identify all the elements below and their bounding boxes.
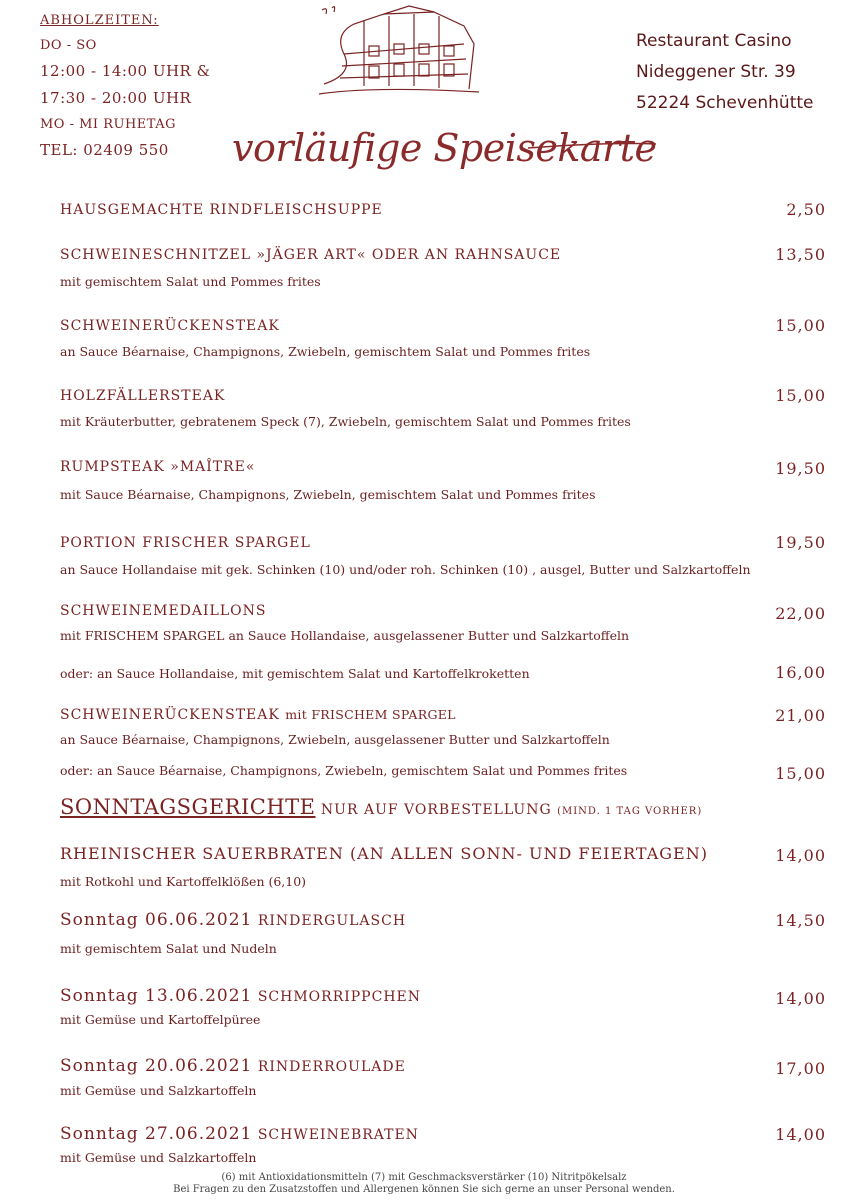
item-name: SCHWEINESCHNITZEL »JÄGER ART« ODER AN RAHNSAUCE — [60, 247, 562, 263]
item-desc: an Sauce Béarnaise, Champignons, Zwiebeln, gemischtem Salat und Pommes frites — [60, 344, 591, 359]
sunday-item-title — [60, 986, 421, 1006]
hours-phone: TEL: 02409 550 — [40, 141, 169, 159]
item-desc: mit Gemüse und Salzkartoffeln — [60, 1150, 257, 1165]
restaurant-street: Nideggener Str. 39 — [636, 62, 796, 82]
hours-closed: MO - MI RUHETAG — [40, 117, 177, 132]
item-name: RHEINISCHER SAUERBRATEN (AN ALLEN SONN- UND FEIERTAGEN) — [60, 844, 708, 863]
restaurant-building-logo — [314, 4, 484, 100]
hours-days: DO - SO — [40, 38, 97, 53]
sunday-note: (MIND. 1 TAG VORHER) — [557, 806, 703, 817]
allergen-footer — [0, 1172, 848, 1196]
item-price: 14,50 — [775, 911, 826, 930]
item-desc: oder: an Sauce Béarnaise, Champignons, Zwiebeln, gemischtem Salat und Pommes frites — [60, 763, 628, 778]
item-name-suffix: mit FRISCHEM SPARGEL — [285, 707, 456, 722]
item-price: 15,00 — [775, 386, 826, 405]
item-price: 14,00 — [775, 1125, 826, 1144]
item-price: 14,00 — [775, 989, 826, 1008]
restaurant-address — [636, 26, 814, 119]
item-name-main: SCHWEINERÜCKENSTEAK — [60, 707, 280, 723]
item-name: SCHWEINERÜCKENSTEAK — [60, 318, 280, 334]
sunday-date: Sonntag 06.06.2021 — [60, 910, 253, 930]
item-name: SCHWEINEMEDAILLONS — [60, 603, 267, 619]
item-desc: mit gemischtem Salat und Pommes frites — [60, 274, 321, 289]
item-price: 17,00 — [775, 1059, 826, 1078]
sunday-dish: SCHWEINEBRATEN — [257, 1127, 419, 1143]
item-desc: mit FRISCHEM SPARGEL an Sauce Hollandaise, ausgelassener Butter und Salzkartoffeln — [60, 628, 630, 643]
hours-time-1: 12:00 - 14:00 UHR & — [40, 62, 211, 80]
item-price: 13,50 — [775, 245, 826, 264]
pickup-hours — [40, 14, 210, 158]
sunday-item-title — [60, 910, 406, 930]
item-price: 15,00 — [775, 316, 826, 335]
item-price: 22,00 — [775, 604, 826, 623]
item-price: 19,50 — [775, 533, 826, 552]
item-name: PORTION FRISCHER SPARGEL — [60, 535, 311, 551]
item-price: 15,00 — [775, 764, 826, 783]
item-desc: an Sauce Béarnaise, Champignons, Zwiebeln, ausgelassener Butter und Salzkartoffeln — [60, 732, 610, 747]
item-name: HAUSGEMACHTE RINDFLEISCHSUPPE — [60, 202, 383, 218]
item-desc: mit Gemüse und Kartoffelpüree — [60, 1012, 261, 1027]
item-desc: oder: an Sauce Hollandaise, mit gemischtem Salat und Kartoffelkroketten — [60, 666, 530, 681]
item-price: 16,00 — [775, 663, 826, 682]
item-price: 21,00 — [775, 706, 826, 725]
item-name: HOLZFÄLLERSTEAK — [60, 388, 226, 404]
title-flourish — [228, 140, 658, 160]
sunday-item-title — [60, 1056, 406, 1076]
item-desc: an Sauce Hollandaise mit gek. Schinken (10) und/oder roh. Schinken (10) , ausgel, Butter und Salzkartoffeln — [60, 562, 751, 577]
sunday-item-title — [60, 1124, 419, 1144]
item-name — [60, 707, 456, 723]
sunday-date: Sonntag 13.06.2021 — [60, 986, 253, 1006]
hours-time-2: 17:30 - 20:00 UHR — [40, 89, 192, 107]
sunday-subheading: NUR AUF VORBESTELLUNG — [320, 802, 552, 818]
item-desc: mit Sauce Béarnaise, Champignons, Zwiebeln, gemischtem Salat und Pommes frites — [60, 487, 596, 502]
sunday-dish: RINDERROULADE — [257, 1059, 406, 1075]
item-price: 2,50 — [786, 200, 826, 219]
item-name: RUMPSTEAK »MAÎTRE« — [60, 459, 256, 475]
sunday-heading — [60, 795, 702, 819]
item-desc: mit Rotkohl und Kartoffelklößen (6,10) — [60, 874, 307, 889]
restaurant-name: Restaurant Casino — [636, 31, 792, 51]
sunday-title: SONNTAGSGERICHTE — [60, 795, 316, 819]
sunday-date: Sonntag 27.06.2021 — [60, 1124, 253, 1144]
menu-title: vorläufige Speisekarte — [232, 126, 657, 170]
item-desc: mit Kräuterbutter, gebratenem Speck (7), Zwiebeln, gemischtem Salat und Pommes frites — [60, 414, 631, 429]
sunday-dish: SCHMORRIPPCHEN — [257, 989, 421, 1005]
sunday-dish: RINDERGULASCH — [257, 913, 407, 929]
item-desc: mit gemischtem Salat und Nudeln — [60, 941, 277, 956]
item-price: 19,50 — [775, 459, 826, 478]
hours-heading: ABHOLZEITEN: — [40, 13, 159, 28]
footer-allergen-note: Bei Fragen zu den Zusatzstoffen und Allergenen können Sie sich gerne an unser Personal wenden. — [173, 1184, 675, 1195]
footer-additives: (6) mit Antioxidationsmitteln (7) mit Geschmacksverstärker (10) Nitritpökelsalz — [221, 1172, 627, 1183]
item-desc: mit Gemüse und Salzkartoffeln — [60, 1083, 257, 1098]
restaurant-city: 52224 Schevenhütte — [636, 93, 814, 113]
item-price: 14,00 — [775, 846, 826, 865]
sunday-date: Sonntag 20.06.2021 — [60, 1056, 253, 1076]
